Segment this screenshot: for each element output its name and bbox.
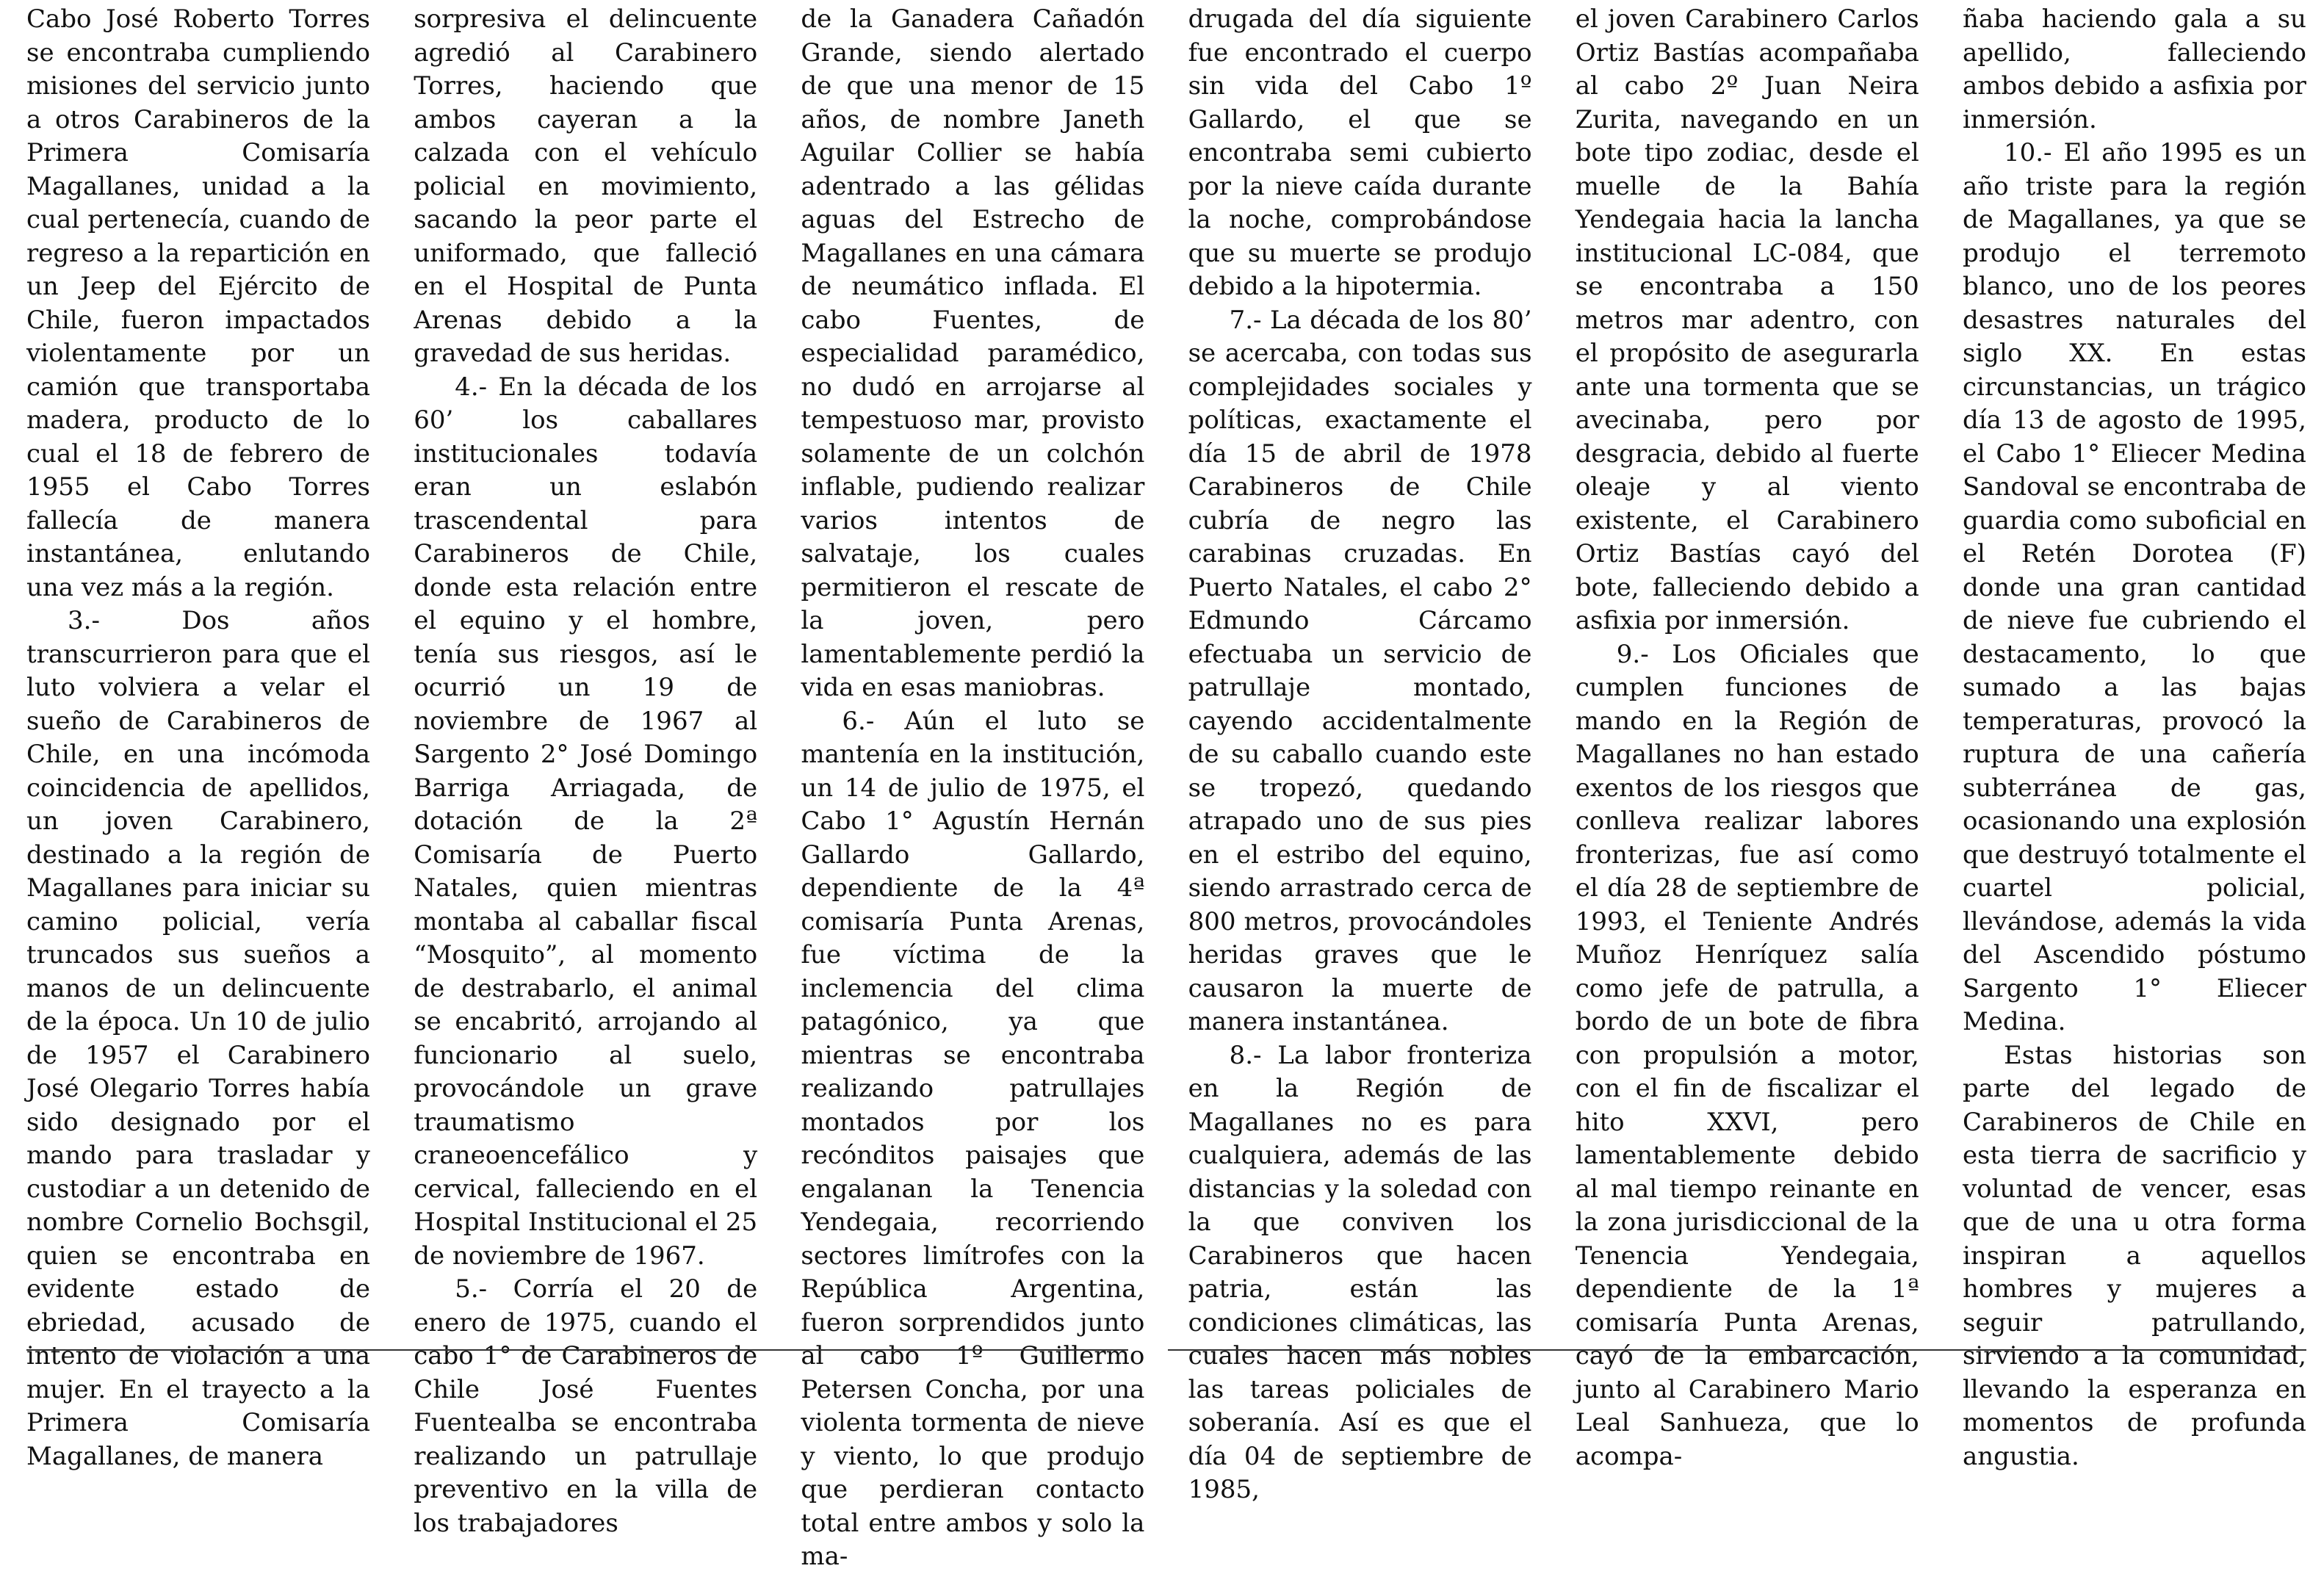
paragraph: 10.- El año 1995 es un año triste para la región de Magallanes, ya que se produjo el terremoto blanco, uno de los peores desastres naturales del siglo XX. En estas circunstancias, un trágico día 13 de agosto de 1995, el Cabo 1° Eliecer Medina Sandoval se encontraba de guardia como suboficial en el Retén Dorotea (F) donde una gran cantidad de nieve fue cubriendo el destacamento, lo que sumado a las bajas temperaturas, provocó la ruptura de una cañería subterránea de gas, ocasionando una explosión que destruyó totalmente el cuartel policial, llevándose, además la vida del Ascendido póstumo Sargento 1° Eliecer Medina. — [1962, 138, 2306, 1036]
paragraph: 8.- La labor fronteriza en la Región de Magallanes no es para cualquiera, además de las distancias y la soledad con la que conviven los Carabineros que hacen patria, están las condiciones climáticas, las cuales hacen más nobles las tareas policiales de soberanía. Así es que el día 04 de septiembre de 1985, — [1188, 1040, 1532, 1504]
article-body — [26, 3, 2306, 1571]
paragraph: 6.- Aún el luto se mantenía en la institución, un 14 de julio de 1975, el Cabo 1° Agustín Hernán Gallardo Gallardo, dependiente de la 4ª comisaría Punta Arenas, fue víctima de la inclemencia del clima patagónico, ya que mientras se encontraba realizando patrullajes montados por los recónditos paisajes que engalanan la Tenencia Yendegaia, recorriendo sectores limítrofes con la República Argentina, fueron sorprendidos junto al cabo 1º Guillermo Petersen Concha, por una violenta tormenta de nieve y viento, lo que produjo que perdieran contacto total entre ambos y solo la ma- — [801, 706, 1145, 1571]
bottom-rule-left — [26, 1349, 1128, 1351]
article-column-3 — [801, 3, 1145, 1571]
paragraph: el joven Carabinero Carlos Ortiz Bastías acompañaba al cabo 2º Juan Neira Zurita, navegando en un bote tipo zodiac, desde el muelle de la Bahía Yendegaia hacia la lancha institucional LC-084, que se encontraba a 150 metros mar adentro, con el propósito de asegurarla ante una tormenta que se avecinaba, pero por desgracia, debido al fuerte oleaje y al viento existente, el Carabinero Ortiz Bastías cayó del bote, falleciendo debido a asfixia por inmersión. — [1575, 4, 1919, 635]
paragraph: 7.- La década de los 80’ se acercaba, con todas sus complejidades sociales y políticas, exactamente el día 15 de abril de 1978 Carabineros de Chile cubría de negro las carabinas cruzadas. En Puerto Natales, el cabo 2° Edmundo Cárcamo efectuaba un servicio de patrullaje montado, cayendo accidentalmente de su caballo cuando este se tropezó, quedando atrapado uno de sus pies en el estribo del equino, siendo arrastrado cerca de 800 metros, provocándoles heridas graves que le causaron la muerte de manera instantánea. — [1188, 305, 1532, 1036]
article-column-2 — [414, 3, 758, 1538]
paragraph: ñaba haciendo gala a su apellido, falleciendo ambos debido a asfixia por inmersión. — [1962, 4, 2306, 134]
article-column-6 — [1962, 3, 2306, 1471]
paragraph: Estas historias son parte del legado de Carabineros de Chile en esta tierra de sacrificio y voluntad de vencer, esas que de una u otra forma inspiran a aquellos hombres y mujeres a seguir patrullando, sirviendo a la comunidad, llevando la esperanza en momentos de profunda angustia. — [1962, 1040, 2306, 1471]
paragraph: drugada del día siguiente fue encontrado el cuerpo sin vida del Cabo 1º Gallardo, el que se encontraba semi cubierto por la nieve caída durante la noche, comprobándose que su muerte se produjo debido a la hipotermia. — [1188, 4, 1532, 301]
article-column-5 — [1575, 3, 1919, 1471]
paragraph: 4.- En la década de los 60’ los caballares institucionales todavía eran un eslabón trascendental para Carabineros de Chile, donde esta relación entre el equino y el hombre, tenía sus riesgos, así le ocurrió un 19 de noviembre de 1967 al Sargento 2° José Domingo Barriga Arriagada, de dotación de la 2ª Comisaría de Puerto Natales, quien mientras montaba al caballar fiscal “Mosquito”, al momento de destrabarlo, el animal se encabritó, arrojando al funcionario al suelo, provocándole un grave traumatismo craneoencefálico y cervical, falleciendo en el Hospital Institucional el 25 de noviembre de 1967. — [414, 372, 758, 1271]
paragraph: Cabo José Roberto Torres se encontraba cumpliendo misiones del servicio junto a otros Carabineros de la Primera Comisaría Magallanes, unidad a la cual pertenecía, cuando de regreso a la repartición en un Jeep del Ejército de Chile, fueron impactados violentamente por un camión que transportaba madera, producto de lo cual el 18 de febrero de 1955 el Cabo Torres fallecía de manera instantánea, enlutando una vez más a la región. — [26, 4, 370, 602]
paragraph: 9.- Los Oficiales que cumplen funciones de mando en la Región de Magallanes no han estado exentos de los riesgos que conlleva realizar labores fronterizas, fue así como el día 28 de septiembre de 1993, el Teniente Andrés Muñoz Henríquez salía como jefe de patrulla, a bordo de un bote de fibra con propulsión a motor, con el fin de fiscalizar el hito XXVI, pero lamentablemente debido al mal tiempo reinante en la zona jurisdiccional de la Tenencia Yendegaia, dependiente de la 1ª comisaría Punta Arenas, cayó de la embarcación, junto al Carabinero Mario Leal Sanhueza, que lo acompa- — [1575, 639, 1919, 1471]
paragraph: 3.- Dos años transcurrieron para que el luto volviera a velar el sueño de Carabineros de Chile, en una incómoda coincidencia de apellidos, un joven Carabinero, destinado a la región de Magallanes para iniciar su camino policial, vería truncados sus sueños a manos de un delincuente de la época. Un 10 de julio de 1957 el Carabinero José Olegario Torres había sido designado por el mando para trasladar y custodiar a un detenido de nombre Cornelio Bochsgil, quien se encontraba en evidente estado de ebriedad, acusado de intento de violación a una mujer. En el trayecto a la Primera Comisaría Magallanes, de manera — [26, 606, 370, 1471]
paragraph: 5.- Corría el 20 de enero de 1975, cuando el cabo 1° de Carabineros de Chile José Fuentes Fuentealba se encontraba realizando un patrullaje preventivo en la villa de los trabajadores — [414, 1274, 758, 1538]
bottom-rule-right — [1168, 1349, 2306, 1351]
article-column-4 — [1188, 3, 1532, 1504]
article-column-1 — [26, 3, 370, 1471]
paragraph: de la Ganadera Cañadón Grande, siendo alertado de que una menor de 15 años, de nombre Janeth Aguilar Collier se había adentrado a las gélidas aguas del Estrecho de Magallanes en una cámara de neumático inflada. El cabo Fuentes, de especialidad paramédico, no dudó en arrojarse al tempestuoso mar, provisto solamente de un colchón inflable, pudiendo realizar varios intentos de salvataje, los cuales permitieron el rescate de la joven, pero lamentablemente perdió la vida en esas maniobras. — [801, 4, 1145, 702]
paragraph: sorpresiva el delincuente agredió al Carabinero Torres, haciendo que ambos cayeran a la calzada con el vehículo policial en movimiento, sacando la peor parte el uniformado, que falleció en el Hospital de Punta Arenas debido a la gravedad de sus heridas. — [414, 4, 758, 368]
